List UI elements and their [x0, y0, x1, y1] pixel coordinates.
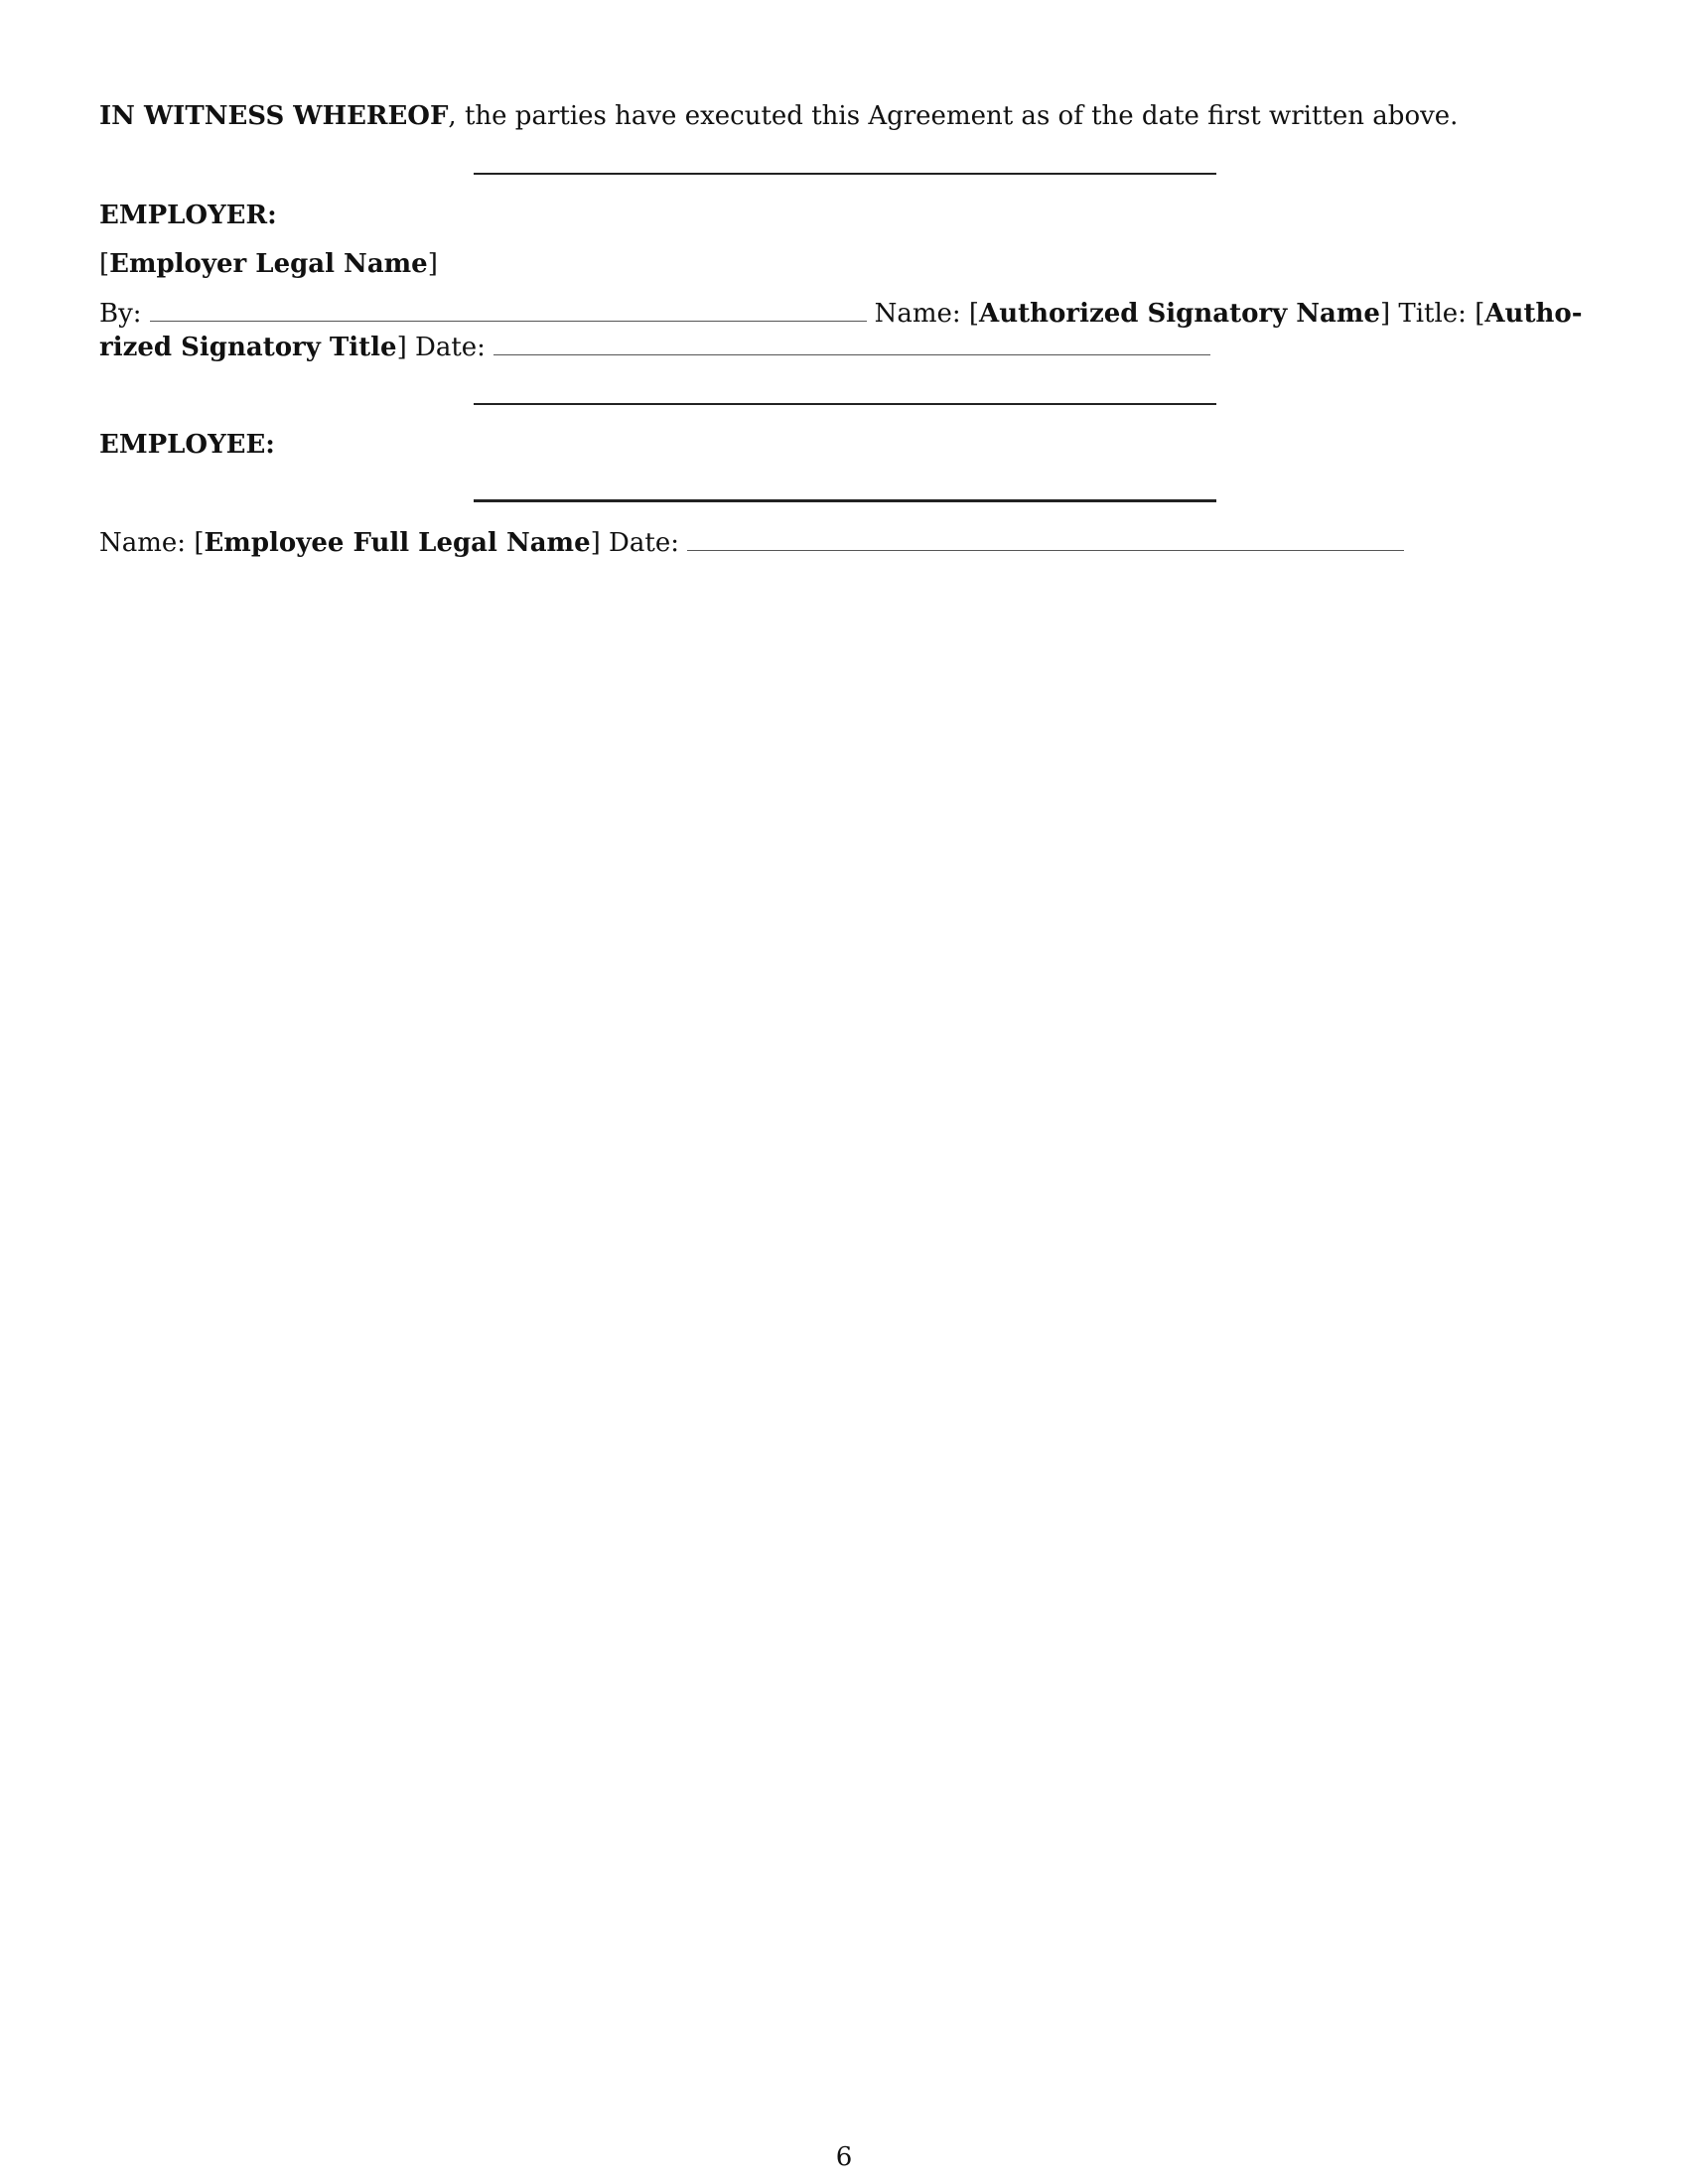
employer-date-line: [99, 331, 1218, 364]
employer-signature-field[interactable]: [150, 299, 867, 322]
witness-statement: [99, 99, 1458, 133]
signatory-name-label: Name:: [874, 299, 961, 329]
separator-rule: [474, 173, 1216, 175]
employee-heading: EMPLOYEE:: [99, 430, 275, 460]
signatory-name-placeholder: Authorized Signatory Name: [979, 299, 1380, 329]
page-number: 6: [835, 2142, 853, 2172]
bracket-open: [: [1475, 299, 1485, 329]
date-label: Date:: [414, 333, 486, 362]
title-label: Title:: [1398, 299, 1467, 329]
employee-signature-rule[interactable]: [474, 499, 1216, 502]
employer-name-placeholder: Employer Legal Name: [109, 249, 428, 279]
employer-legal-name: [99, 247, 438, 281]
employer-signature-line: [99, 297, 1583, 331]
employee-name-placeholder: Employee Full Legal Name: [204, 528, 591, 558]
bracket-open: [: [968, 299, 980, 329]
bracket-open: [: [194, 528, 205, 558]
bracket-close: ]: [396, 333, 407, 362]
signatory-title-placeholder-part2: rized Signatory Title: [99, 333, 397, 362]
signatory-title-placeholder-part1: Autho-: [1484, 299, 1583, 329]
date-label: Date:: [609, 528, 679, 558]
witness-text: , the parties have executed this Agreement as of the date first written above.: [448, 101, 1459, 131]
bracket-close: ]: [1379, 299, 1391, 329]
employee-name-line: [99, 526, 1412, 560]
employee-name-label: Name:: [99, 528, 187, 558]
by-label: By:: [99, 299, 142, 329]
employer-heading: EMPLOYER:: [99, 201, 277, 230]
witness-lead: IN WITNESS WHEREOF: [99, 101, 449, 131]
separator-rule: [474, 403, 1216, 405]
bracket-close: ]: [427, 249, 438, 279]
employer-date-field[interactable]: [493, 333, 1210, 355]
bracket-close: ]: [590, 528, 601, 558]
bracket-open: [: [99, 249, 110, 279]
employee-date-field[interactable]: [687, 528, 1404, 551]
